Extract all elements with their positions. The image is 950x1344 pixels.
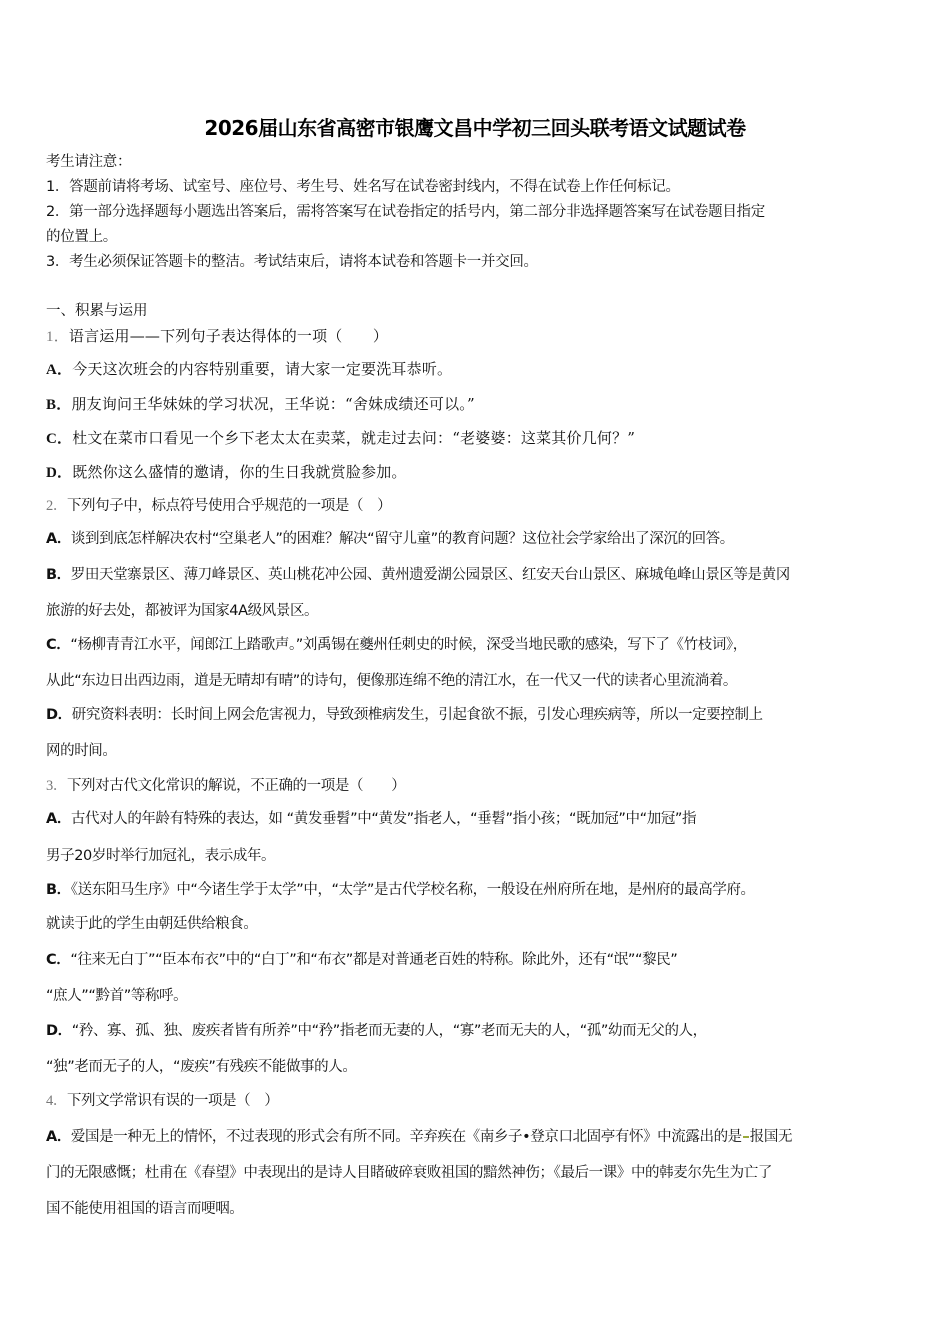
- page-title: 2026届山东省高密市银鹰文昌中学初三回头联考语文试题试卷: [204, 116, 746, 140]
- option-label: D．: [46, 1023, 72, 1039]
- question-1-option-a: [46, 359, 452, 380]
- question-4-option-a-cont-2: 国不能使用祖国的语言而哽咽。: [46, 1201, 244, 1217]
- notice-item-2-cont: 的位置上。: [46, 229, 117, 245]
- option-label: B．: [46, 397, 72, 413]
- option-label: C．: [46, 952, 71, 968]
- option-text: 朋友询问王华妹妹的学习状况，王华说：“舍妹成绩还可以。”: [71, 395, 475, 413]
- question-3-option-b: [46, 880, 755, 900]
- question-3-option-d-cont: “独”老而无子的人，“废疾”有残疾不能做事的人。: [46, 1059, 357, 1075]
- question-3-option-c: [46, 950, 677, 970]
- question-3-option-a: [46, 809, 696, 829]
- question-text: 语言运用——下列句子表达得体的一项（ ）: [68, 327, 389, 345]
- option-text: 杜文在菜市口看见一个乡下老太太在卖菜，就走过去问：“老婆婆：这菜其价几何？”: [72, 429, 636, 447]
- question-number: 3．: [46, 778, 67, 794]
- notice-item-1: 1．答题前请将考场、试室号、座位号、考生号、姓名写在试卷密封线内，不得在试卷上作任何标记。: [46, 179, 680, 195]
- option-label: B．: [46, 567, 71, 583]
- question-2-option-b-cont: 旅游的好去处，都被评为国家4A级风景区。: [46, 603, 319, 619]
- question-text: 下列句子中，标点符号使用合乎规范的一项是（ ）: [66, 498, 392, 514]
- question-1-option-d: [46, 462, 407, 483]
- question-4-stem: [46, 1091, 278, 1111]
- option-text: “矜、寡、孤、独、废疾者皆有所养”中“矜”指老而无妻的人，“寡”老而无夫的人，“孤”幼而无父的人，: [71, 1023, 707, 1039]
- option-text: 《送东阳马生序》中“今诸生学于太学”中，“太学”是古代学校名称，一般设在州府所在地，是州府的最高学府。: [70, 882, 755, 898]
- option-text-tail: 报国无: [749, 1129, 793, 1145]
- question-2-option-a: [46, 529, 734, 549]
- notice-heading: 考生请注意：: [46, 154, 132, 170]
- option-label: D．: [46, 465, 73, 481]
- question-2-option-d: [46, 705, 763, 725]
- option-label: A．: [46, 531, 71, 547]
- question-2-option-c-cont: 从此“东边日出西边雨，道是无晴却有晴”的诗句，便像那连绵不绝的清江水，在一代又一代的读者心里流淌着。: [46, 673, 738, 689]
- option-label: B．: [46, 882, 71, 898]
- option-label: A．: [46, 1129, 71, 1145]
- option-label: A．: [46, 811, 71, 827]
- question-2-option-b: [46, 565, 790, 585]
- option-text: “杨柳青青江水平，闻郎江上踏歌声。”刘禹锡在夔州任刺史的时候，深受当地民歌的感染，写下了《竹枝词》，: [70, 637, 747, 653]
- option-label: A．: [46, 362, 73, 378]
- notice-item-3: 3．考生必须保证答题卡的整洁。考试结束后，请将本试卷和答题卡一并交回。: [46, 254, 538, 270]
- option-text: 罗田天堂寨景区、薄刀峰景区、英山桃花冲公园、黄州遗爱湖公园景区、红安天台山景区、麻城龟峰山景区等是黄冈: [70, 567, 790, 583]
- option-label: C．: [46, 637, 71, 653]
- question-text: 下列对古代文化常识的解说，不正确的一项是（ ）: [66, 778, 406, 794]
- option-text: 谈到到底怎样解决农村“空巢老人”的困难？解决“留守儿童”的教育问题？这位社会学家给出了深沉的回答。: [70, 531, 734, 547]
- notice-item-2: 2．第一部分选择题每小题选出答案后，需将答案写在试卷指定的括号内，第二部分非选择题答案写在试卷题目指定: [46, 204, 765, 220]
- question-2-option-d-cont: 网的时间。: [46, 743, 117, 759]
- question-3-option-c-cont: “庶人”“黔首”等称呼。: [46, 988, 188, 1004]
- question-1-option-b: [46, 394, 475, 415]
- question-number: 2．: [46, 498, 67, 514]
- option-label: C．: [46, 431, 73, 447]
- option-text: 既然你这么盛情的邀请，你的生日我就赏脸参加。: [72, 463, 407, 481]
- option-text: 爱国是一种无上的情怀，不过表现的形式会有所不同。辛弃疾在《南乡子•登京口北固亭有怀》中流露出的是: [70, 1129, 742, 1145]
- question-3-option-a-cont: 男子20岁时举行加冠礼，表示成年。: [46, 848, 276, 864]
- option-text: 研究资料表明：长时间上网会危害视力，导致颈椎病发生，引起食欲不振，引发心理疾病等，所以一定要控制上: [71, 707, 763, 723]
- option-label: D．: [46, 707, 72, 723]
- question-2-stem: [46, 496, 391, 516]
- annotation-mark-icon: [743, 1136, 749, 1138]
- question-text: 下列文学常识有误的一项是（ ）: [66, 1093, 279, 1109]
- question-3-option-b-cont: 就读于此的学生由朝廷供给粮食。: [46, 916, 258, 932]
- option-text: “往来无白丁”“臣本布衣”中的“白丁”和“布衣”都是对普通老百姓的特称。除此外，还有“氓”“黎民”: [70, 952, 678, 968]
- question-4-option-a-cont-1: 门的无限感慨；杜甫在《春望》中表现出的是诗人目睹破碎衰败祖国的黯然神伤；《最后一课》中的韩麦尔先生为亡了: [46, 1165, 772, 1181]
- question-2-option-c: [46, 635, 747, 655]
- question-1-stem: [46, 326, 388, 347]
- question-3-stem: [46, 776, 405, 796]
- question-4-option-a: [46, 1127, 792, 1147]
- section-heading: 一、积累与运用: [46, 303, 148, 319]
- question-number: 1．: [46, 329, 69, 345]
- question-3-option-d: [46, 1021, 707, 1041]
- question-1-option-c: [46, 428, 635, 449]
- option-text: 今天这次班会的内容特别重要，请大家一定要洗耳恭听。: [72, 360, 453, 378]
- option-text: 古代对人的年龄有特殊的表达，如 “黄发垂髫”中“黄发”指老人，“垂髫”指小孩；“既加冠”中“加冠”指: [70, 811, 697, 827]
- question-number: 4．: [46, 1093, 67, 1109]
